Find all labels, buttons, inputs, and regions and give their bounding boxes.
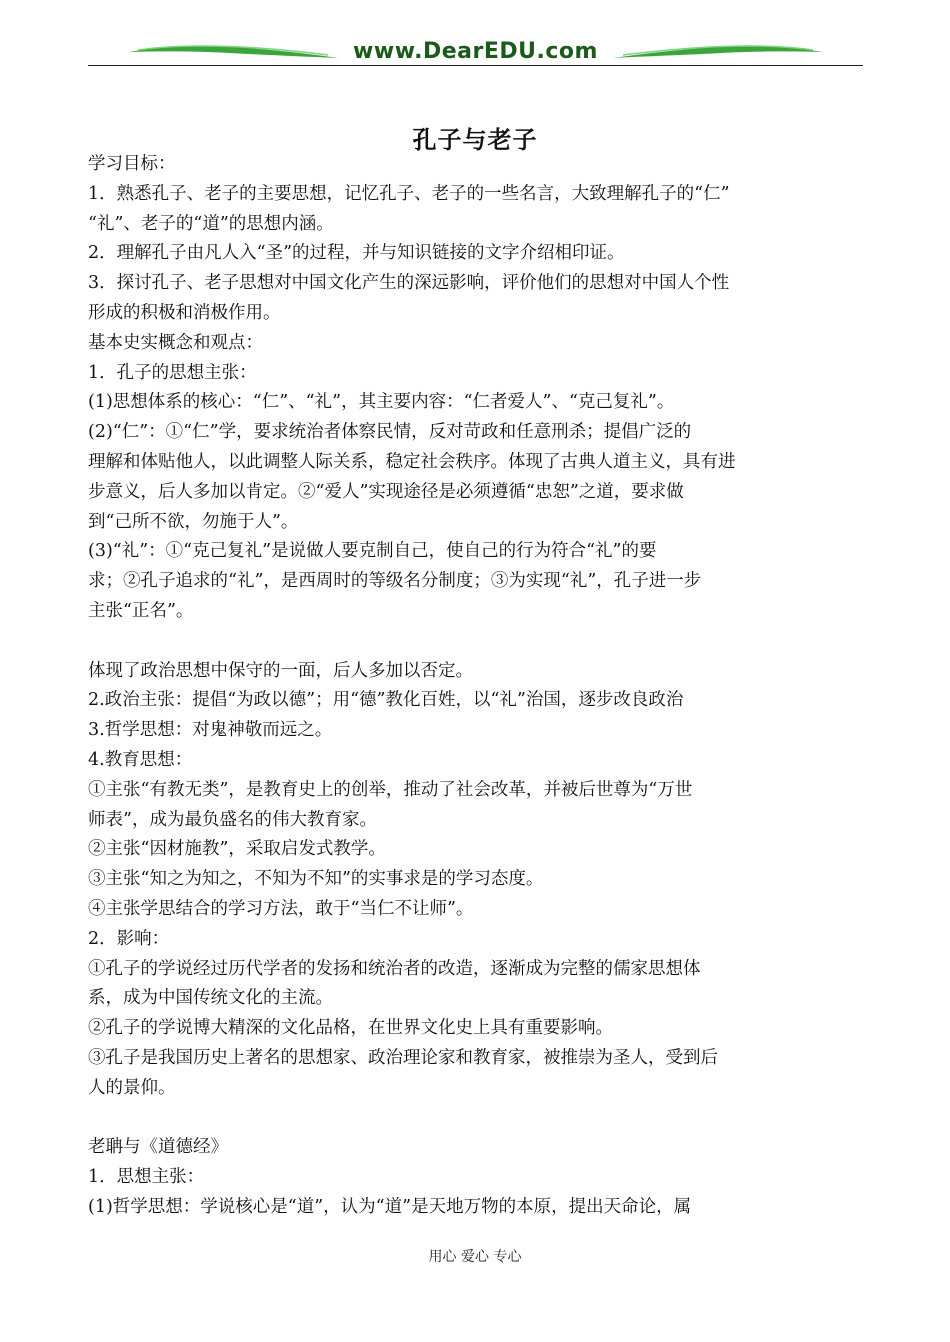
header-divider bbox=[88, 65, 863, 66]
page-title: 孔子与老子 bbox=[412, 125, 538, 154]
text-line: ④主张学思结合的学习方法，敢于“当仁不让师”。 bbox=[88, 898, 474, 919]
text-line: 系，成为中国传统文化的主流。 bbox=[88, 988, 333, 1009]
text-line: 求；②孔子追求的“礼”，是西周时的等级名分制度；③为实现“礼”，孔子进一步 bbox=[88, 571, 702, 592]
text-line: “礼”、老子的“道”的思想内涵。 bbox=[88, 213, 334, 234]
document-body bbox=[88, 150, 868, 1223]
text-line: ①孔子的学说经过历代学者的发扬和统治者的改造，逐渐成为完整的儒家思想体 bbox=[88, 958, 701, 979]
text-line: ②主张“因材施教”，采取启发式教学。 bbox=[88, 839, 386, 860]
text-line: ①主张“有教无类”，是教育史上的创举，推动了社会改革，并被后世尊为“万世 bbox=[88, 779, 693, 800]
text-line: 4.教育思想： bbox=[88, 749, 193, 770]
text-line: (1)思想体系的核心：“仁”、“礼”，其主要内容：“仁者爱人”、“克己复礼”。 bbox=[88, 392, 675, 413]
text-line: 体现了政治思想中保守的一面，后人多加以否定。 bbox=[88, 660, 473, 681]
text-line: (3)“礼”：①“克己复礼”是说做人要克制自己，使自己的行为符合“礼”的要 bbox=[88, 541, 657, 562]
text-line: 3.哲学思想：对鬼神敬而远之。 bbox=[88, 720, 333, 741]
text-line: ③孔子是我国历史上著名的思想家、政治理论家和教育家，被推崇为圣人，受到后 bbox=[88, 1047, 718, 1068]
text-line: 基本史实概念和观点： bbox=[88, 332, 263, 353]
text-line: ②孔子的学说博大精深的文化品格，在世界文化史上具有重要影响。 bbox=[88, 1018, 613, 1039]
text-line: 到“己所不欲，勿施于人”。 bbox=[88, 511, 299, 532]
header-banner bbox=[88, 30, 863, 70]
page-footer: 用心 爱心 专心 bbox=[428, 1249, 522, 1265]
text-line: 形成的积极和消极作用。 bbox=[88, 302, 281, 323]
text-line: (2)“仁”：①“仁”学，要求统治者体察民情，反对苛政和任意刑杀；提倡广泛的 bbox=[88, 422, 692, 443]
text-line: 1．思想主张： bbox=[88, 1167, 205, 1188]
right-swoosh-graphic bbox=[613, 38, 823, 62]
text-line: 老聃与《道德经》 bbox=[88, 1137, 228, 1158]
blank-line bbox=[88, 1104, 868, 1134]
text-line: 2.政治主张：提倡“为政以德”；用“德”教化百姓，以“礼”治国，逐步改良政治 bbox=[88, 690, 684, 711]
site-logo-text: www.DearEDU.com bbox=[353, 39, 598, 64]
text-line: 1．熟悉孔子、老子的主要思想，记忆孔子、老子的一些名言，大致理解孔子的“仁” bbox=[88, 183, 730, 204]
text-line: 主张“正名”。 bbox=[88, 600, 194, 621]
text-line: 人的景仰。 bbox=[88, 1077, 176, 1098]
text-line: 1．孔子的思想主张： bbox=[88, 362, 257, 383]
text-line: (1)哲学思想：学说核心是“道”，认为“道”是天地万物的本原，提出天命论，属 bbox=[88, 1196, 692, 1217]
blank-line bbox=[88, 627, 868, 657]
text-line: 步意义，后人多加以肯定。②“爱人”实现途径是必须遵循“忠恕”之道，要求做 bbox=[88, 481, 684, 502]
text-line: 2．理解孔子由凡人入“圣”的过程，并与知识链接的文字介绍相印证。 bbox=[88, 243, 625, 264]
text-line: 3．探讨孔子、老子思想对中国文化产生的深远影响，评价他们的思想对中国人个性 bbox=[88, 273, 730, 294]
text-line: ③主张“知之为知之，不知为不知”的实事求是的学习态度。 bbox=[88, 869, 544, 890]
text-line: 师表”，成为最负盛名的伟大教育家。 bbox=[88, 809, 377, 830]
text-line: 2．影响： bbox=[88, 928, 170, 949]
text-line: 理解和体贴他人，以此调整人际关系，稳定社会秩序。体现了古典人道主义，具有进 bbox=[88, 451, 736, 472]
text-line: 学习目标： bbox=[88, 154, 176, 174]
